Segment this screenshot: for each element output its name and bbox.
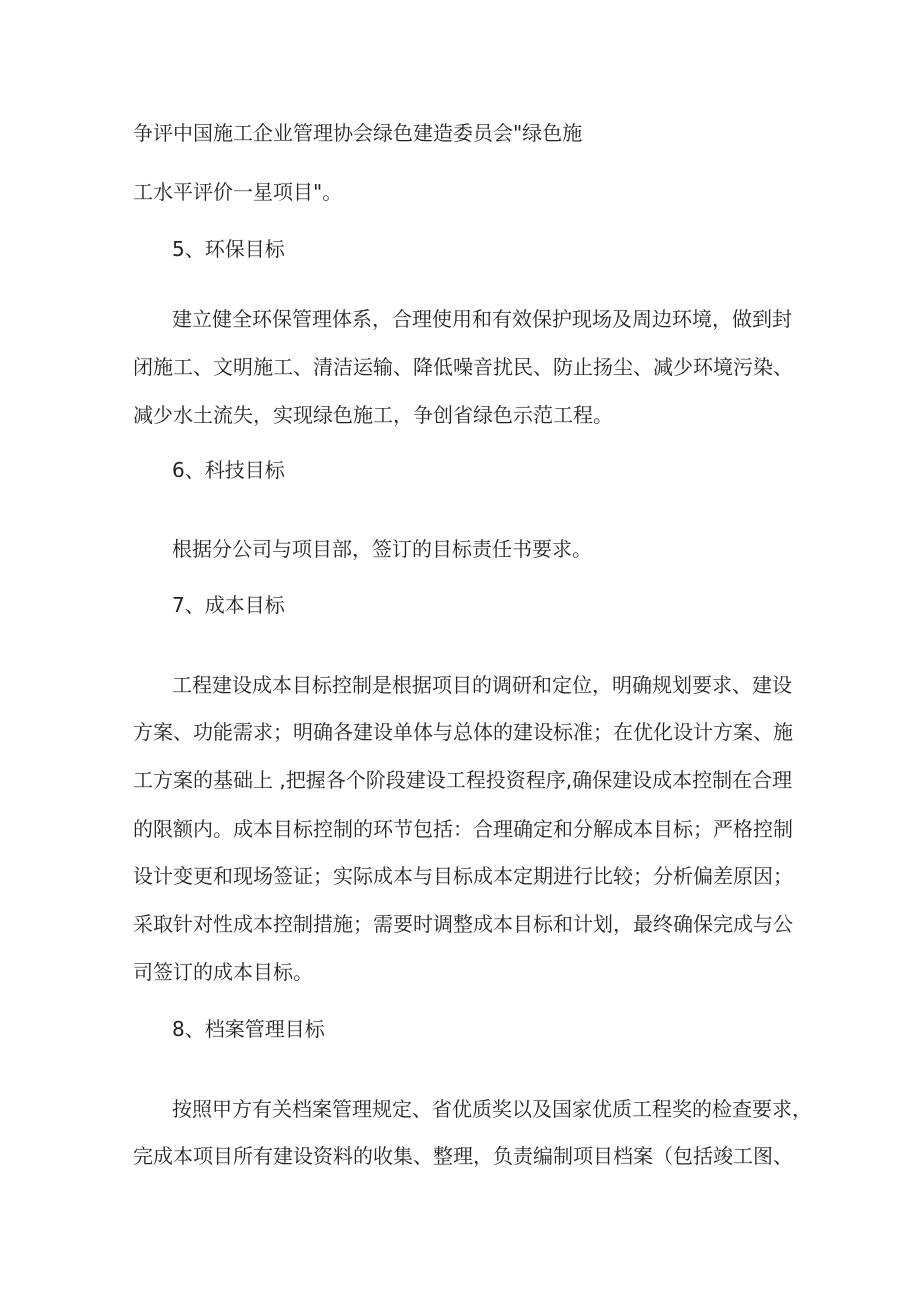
paragraph-line: 的限额内。成本目标控制的环节包括：合理确定和分解成本目标；严格控制 — [133, 817, 793, 841]
paragraph-line: 工方案的基础上 ,把握各个阶段建设工程投资程序,确保建设成本控制在合理 — [133, 768, 793, 792]
section-heading: 8、档案管理目标 — [172, 1017, 325, 1041]
paragraph-line: 设计变更和现场签证；实际成本与目标成本定期进行比较；分析偏差原因； — [133, 864, 793, 888]
paragraph-line: 方案、功能需求；明确各建设单体与总体的建设标准；在优化设计方案、施 — [133, 720, 793, 744]
paragraph-line: 完成本项目所有建设资料的收集、整理，负责编制项目档案（包括竣工图、 — [133, 1144, 793, 1168]
paragraph-line: 司签订的成本目标。 — [133, 960, 313, 984]
paragraph-line: 采取针对性成本控制措施；需要时调整成本目标和计划，最终确保完成与公 — [133, 912, 793, 936]
paragraph-line: 建立健全环保管理体系，合理使用和有效保护现场及周边环境，做到封 — [172, 307, 792, 331]
section-heading: 6、科技目标 — [172, 458, 285, 482]
paragraph-line: 工水平评价一星项目"。 — [133, 180, 343, 204]
paragraph-line: 按照甲方有关档案管理规定、省优质奖以及国家优质工程奖的检查要求， — [172, 1097, 812, 1121]
paragraph-line: 减少水土流失，实现绿色施工，争创省绿色示范工程。 — [133, 403, 613, 427]
paragraph-line: 闭施工、文明施工、清洁运输、降低噪音扰民、防止扬尘、减少环境污染、 — [133, 355, 793, 379]
paragraph-line: 争评中国施工企业管理协会绿色建造委员会"绿色施 — [133, 121, 583, 145]
section-heading: 7、成本目标 — [172, 593, 285, 617]
paragraph-line: 工程建设成本目标控制是根据项目的调研和定位，明确规划要求、建设 — [172, 673, 792, 697]
paragraph-line: 根据分公司与项目部，签订的目标责任书要求。 — [172, 537, 592, 561]
section-heading: 5、环保目标 — [172, 237, 285, 261]
